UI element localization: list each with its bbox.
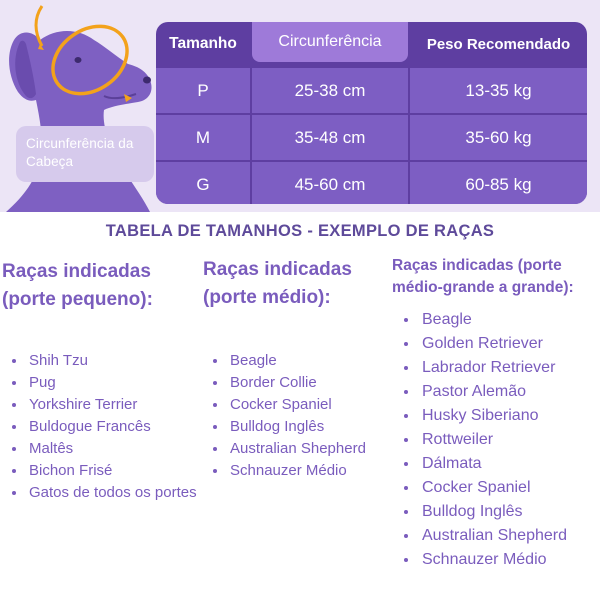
breed-list bbox=[203, 350, 388, 482]
list-item: Australian Shepherd bbox=[392, 524, 598, 548]
column-heading-line: (porte pequeno): bbox=[2, 289, 153, 310]
table-cell-size: G bbox=[156, 162, 250, 204]
column-heading-line: médio-grande a grande): bbox=[392, 279, 574, 296]
page-title: TABELA DE TAMANHOS - EXEMPLO DE RAÇAS bbox=[105, 222, 495, 240]
list-item: Maltês bbox=[2, 438, 198, 460]
breed-list bbox=[2, 350, 198, 504]
column-heading bbox=[2, 258, 198, 314]
list-item: Golden Retriever bbox=[392, 332, 598, 356]
table-cell-size: P bbox=[156, 68, 250, 113]
head-circumference-label: Circunferência da Cabeça bbox=[16, 126, 154, 182]
list-item: Buldogue Francês bbox=[2, 416, 198, 438]
list-item: Labrador Retriever bbox=[392, 356, 598, 380]
list-item: Rottweiler bbox=[392, 428, 598, 452]
size-chart-banner bbox=[0, 0, 600, 212]
list-item: Australian Shepherd bbox=[203, 438, 388, 460]
list-item: Border Collie bbox=[203, 372, 388, 394]
list-item: Bichon Frisé bbox=[2, 460, 198, 482]
breed-list bbox=[392, 308, 598, 572]
column-heading-line: Raças indicadas bbox=[203, 259, 352, 280]
table-cell-weight: 60-85 kg bbox=[410, 162, 587, 204]
breed-column-small bbox=[2, 258, 198, 501]
column-heading bbox=[203, 256, 388, 312]
column-heading-line: (porte médio): bbox=[203, 287, 331, 308]
table-cell-circumference: 25-38 cm bbox=[252, 68, 408, 113]
column-heading-line: Raças indicadas (porte bbox=[392, 257, 562, 274]
header-circumference: Circunferência bbox=[252, 22, 408, 62]
list-item: Bulldog Inglês bbox=[203, 416, 388, 438]
size-table bbox=[156, 22, 587, 204]
list-item: Beagle bbox=[203, 350, 388, 372]
list-item: Yorkshire Terrier bbox=[2, 394, 198, 416]
list-item: Shih Tzu bbox=[2, 350, 198, 372]
column-heading-line: Raças indicadas bbox=[2, 261, 151, 282]
column-heading bbox=[392, 255, 598, 299]
list-item: Gatos de todos os portes bbox=[2, 482, 198, 504]
list-item: Beagle bbox=[392, 308, 598, 332]
table-cell-circumference: 45-60 cm bbox=[252, 162, 408, 204]
table-cell-weight: 13-35 kg bbox=[410, 68, 587, 113]
table-cell-weight: 35-60 kg bbox=[410, 115, 587, 160]
list-item: Husky Siberiano bbox=[392, 404, 598, 428]
list-item: Pastor Alemão bbox=[392, 380, 598, 404]
list-item: Schnauzer Médio bbox=[392, 548, 598, 572]
table-cell-circumference: 35-48 cm bbox=[252, 115, 408, 160]
header-weight: Peso Recomendado bbox=[426, 35, 571, 53]
list-item: Schnauzer Médio bbox=[203, 460, 388, 482]
list-item: Bulldog Inglês bbox=[392, 500, 598, 524]
header-size: Tamanho bbox=[169, 35, 237, 52]
list-item: Cocker Spaniel bbox=[203, 394, 388, 416]
breed-column-medium bbox=[203, 256, 388, 479]
table-cell-size: M bbox=[156, 115, 250, 160]
list-item: Pug bbox=[2, 372, 198, 394]
list-item: Cocker Spaniel bbox=[392, 476, 598, 500]
breed-column-large bbox=[392, 255, 598, 568]
list-item: Dálmata bbox=[392, 452, 598, 476]
